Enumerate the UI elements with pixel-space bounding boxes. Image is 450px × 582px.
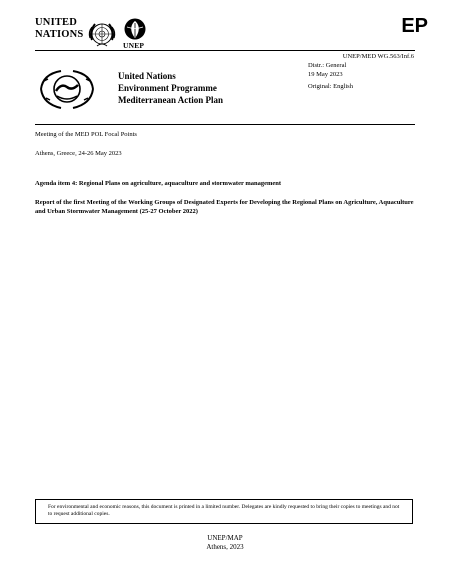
org-line-2: Environment Programme bbox=[118, 83, 217, 93]
document-date: 19 May 2023 bbox=[308, 70, 343, 78]
meeting-location: Athens, Greece, 24-26 May 2023 bbox=[35, 150, 122, 157]
ep-code: EP bbox=[401, 15, 428, 37]
footer-org: UNEP/MAP bbox=[207, 534, 243, 542]
distribution-type: Distr.: General bbox=[308, 62, 347, 69]
report-title: Report of the first Meeting of the Working Groups of Designated Experts for Developing the Regional Plans on Agriculture, Aquaculture and Urban Stormwater Management (25-27 October 2022) bbox=[35, 199, 414, 215]
unep-emblem-icon bbox=[122, 17, 148, 42]
un-emblem-icon bbox=[86, 18, 118, 50]
agenda-item: Agenda item 4: Regional Plans on agriculture, aquaculture and stormwater management bbox=[35, 180, 282, 187]
unep-label: UNEP bbox=[123, 41, 145, 50]
printing-notice: For environmental and economic reasons, this document is printed in a limited number. Delegates are kindly requested to bring their copies to meetings and not to request additional copies. bbox=[35, 499, 413, 524]
distribution-block bbox=[308, 62, 353, 92]
document-symbol: UNEP/MED WG.563/Inf.6 bbox=[342, 53, 414, 60]
original-language: Original: English bbox=[308, 83, 353, 90]
footer-place-year: Athens, 2023 bbox=[206, 543, 244, 551]
un-wordmark-line2: NATIONS bbox=[35, 29, 84, 40]
header-divider bbox=[35, 50, 415, 51]
org-line-3: Mediterranean Action Plan bbox=[118, 95, 223, 105]
title-divider bbox=[35, 124, 415, 125]
footer-publisher bbox=[0, 534, 450, 552]
mediterranean-action-plan-logo-icon bbox=[37, 66, 97, 112]
un-wordmark bbox=[35, 17, 83, 41]
org-line-1: United Nations bbox=[118, 71, 176, 81]
meeting-title: Meeting of the MED POL Focal Points bbox=[35, 131, 137, 138]
organization-name bbox=[118, 70, 223, 106]
un-wordmark-line1: UNITED bbox=[35, 17, 78, 28]
